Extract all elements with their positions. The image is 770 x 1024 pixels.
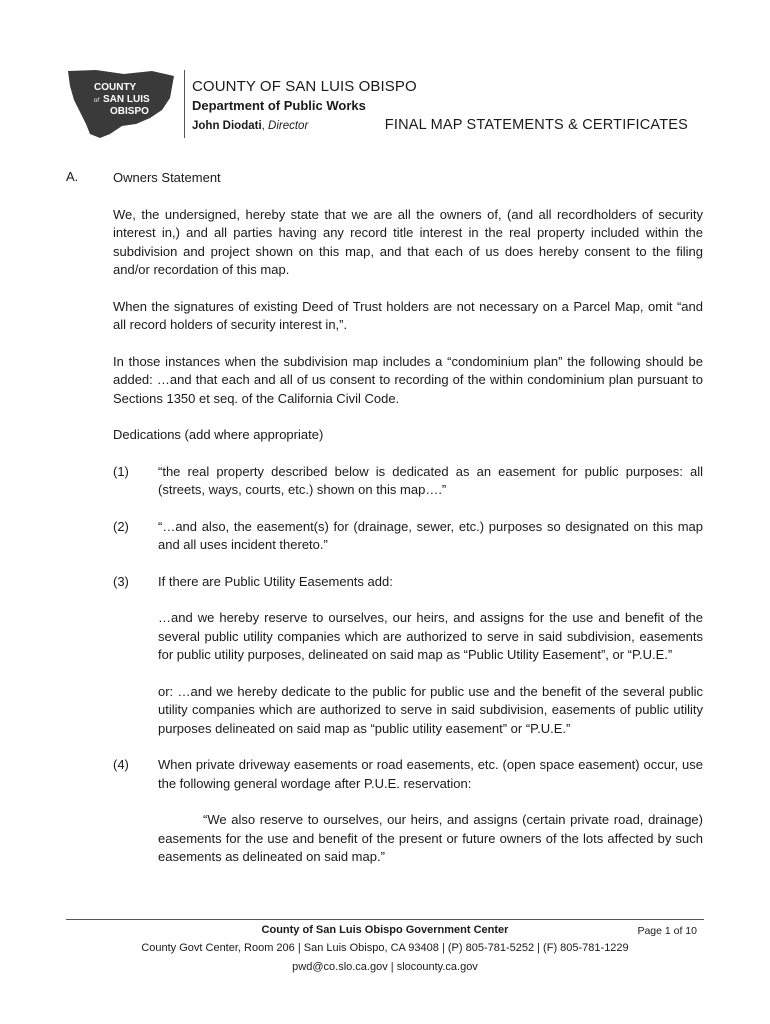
county-logo <box>66 68 176 140</box>
item-number: (4) <box>113 757 129 772</box>
department-name: Department of Public Works <box>192 98 366 113</box>
paragraph-dedications-heading: Dedications (add where appropriate) <box>113 427 324 442</box>
item-number: (1) <box>113 463 129 479</box>
director-title: Director <box>268 120 309 132</box>
footer-divider <box>66 919 704 920</box>
item-number: (2) <box>113 518 129 534</box>
footer-address: County Govt Center, Room 206 | San Luis Obispo, CA 93408 | (P) 805-781-5252 | (F) 805-781-1229 <box>141 942 629 954</box>
paragraph-deed-of-trust: When the signatures of existing Deed of Trust holders are not necessary on a Parcel Map, omit “and all record holders of security interest in,”. <box>113 298 703 332</box>
section-title: Owners Statement <box>113 170 221 185</box>
section-content <box>113 169 703 885</box>
logo-text-county: COUNTY <box>94 82 137 93</box>
item-text: “…and also, the easement(s) for (drainage, sewer, etc.) purposes so designated on this map and all uses incident thereto.” <box>158 518 703 552</box>
county-name: COUNTY OF SAN LUIS OBISPO <box>192 78 417 95</box>
item-subparagraph-quote: “We also reserve to ourselves, our heirs, and assigns (certain private road, drainage) easements for the use and benefit of the present or future owners of the lots affected by such easements as delineated on said map.” <box>158 812 703 864</box>
paragraph-owners-consent: We, the undersigned, hereby state that we are all the owners of, (and all recordholders of security interest in,) and all parties having any record title interest in the real property included within the subdivision and project shown on this map, and that each of us does hereby consent to the filing and/or recordation of this map. <box>113 206 703 277</box>
footer-government-center: County of San Luis Obispo Government Center <box>261 924 509 936</box>
list-item <box>113 518 703 555</box>
item-subparagraph-reserve: …and we hereby reserve to ourselves, our heirs, and assigns for the use and benefit of the several public utility companies which are authorized to serve in said subdivision, easements for public utility purposes, delineated on said map as “Public Utility Easement”, or “P.U.E.” <box>158 610 703 662</box>
list-item <box>113 463 703 500</box>
page-number: Page 1 of 10 <box>637 925 697 937</box>
director-separator: , <box>261 120 269 132</box>
item-text: “the real property described below is dedicated as an easement for public purposes: all (streets, ways, courts, etc.) shown on this map….” <box>158 463 703 497</box>
logo-text-of: of <box>94 98 100 104</box>
list-item <box>113 756 703 867</box>
director-name: John Diodati <box>192 120 262 132</box>
list-item <box>113 573 703 739</box>
item-number: (3) <box>113 573 129 589</box>
paragraph-condominium: In those instances when the subdivision map includes a “condominium plan” the following should be added: …and that each and all of us consent to recording of the within condominium plan pursuant to Sections 1350 et seq. of the California Civil Code. <box>113 353 703 406</box>
item-text: If there are Public Utility Easements add: <box>158 573 393 589</box>
logo-text-obispo: OBISPO <box>110 106 149 117</box>
county-map-logo-icon <box>66 68 176 140</box>
header-divider <box>184 70 185 138</box>
logo-text-san-luis: SAN LUIS <box>103 94 150 105</box>
item-text: When private driveway easements or road easements, etc. (open space easement) occur, use the following general wordage after P.U.E. reservation: <box>158 757 703 791</box>
footer-contact: pwd@co.slo.ca.gov | slocounty.ca.gov <box>292 961 478 973</box>
director-line <box>192 120 308 132</box>
document-title: FINAL MAP STATEMENTS & CERTIFICATES <box>384 117 688 133</box>
item-subparagraph-dedicate: or: …and we hereby dedicate to the public for public use and the benefit of the several public utility companies which are authorized to serve in said subdivision, easements of public utility purposes delineated on said map as “public utility easement” or “P.U.E.” <box>158 683 703 736</box>
section-letter: A. <box>66 169 79 184</box>
